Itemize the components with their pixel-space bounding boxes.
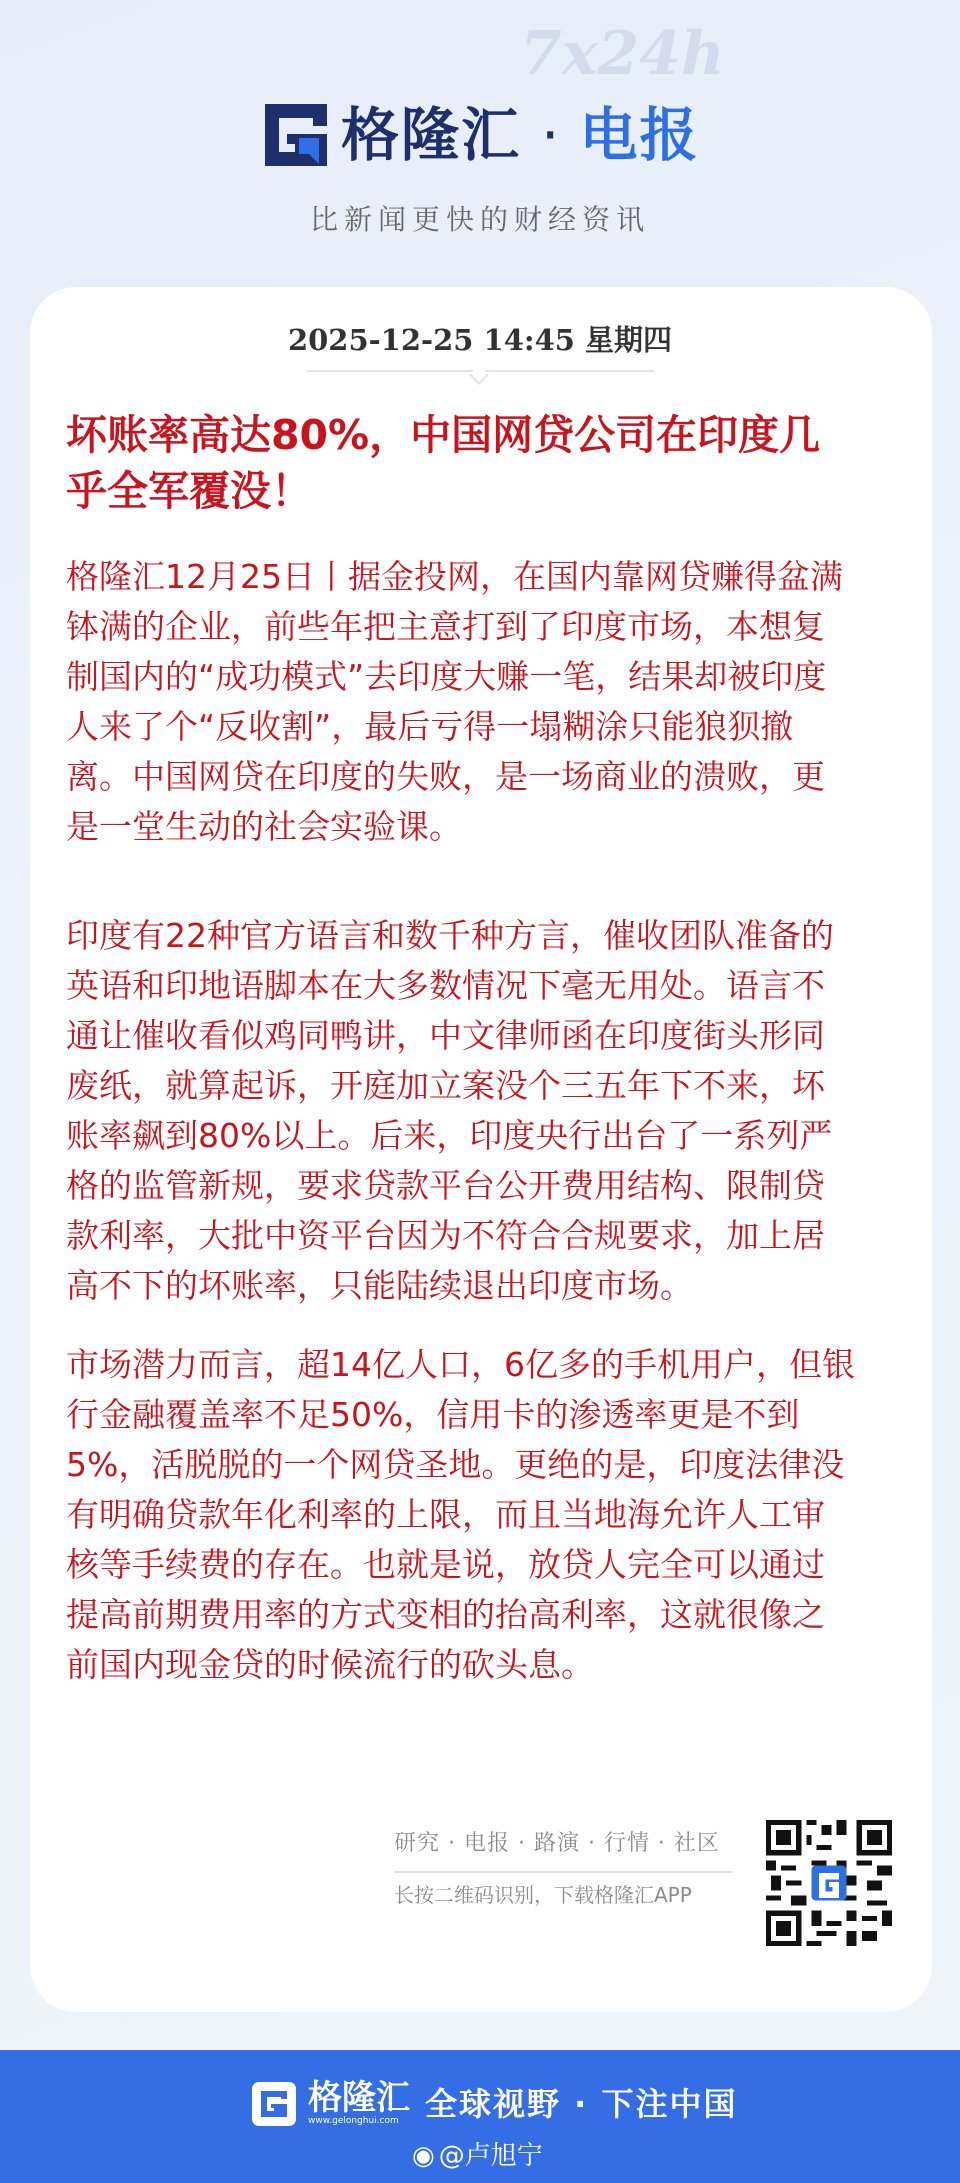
text-line: 人来了个“反收割”，最后亏得一塌糊涂只能狼狈撤 [66, 707, 794, 746]
footer-slogan: 全球视野 · 下注中国 [425, 2085, 738, 2123]
weibo-icon: ◉ [412, 2141, 435, 2171]
gelonghui-logo-icon [265, 104, 327, 166]
gelonghui-logo-icon [252, 2082, 296, 2126]
text-line: 钵满的企业，前些年把主意打到了印度市场，本想复 [66, 607, 825, 646]
brand-separator: · [541, 101, 560, 169]
article-title [66, 407, 906, 519]
app-features: 研究 · 电报 · 路演 · 行情 · 社区 [394, 1831, 720, 1856]
text-line: 核等手续费的存在。也就是说，放贷人完全可以通过 [66, 1545, 825, 1584]
text-line: 离。中国网贷在印度的失败，是一场商业的溃败，更 [66, 757, 825, 796]
text-line: 款利率，大批中资平台因为不符合合规要求，加上居 [66, 1216, 825, 1255]
text-line: 行金融覆盖率不足50%，信用卡的渗透率更是不到 [66, 1395, 800, 1434]
brand-name: 格隆汇 [341, 101, 522, 169]
text-line: 市场潜力而言，超14亿人口，6亿多的手机用户，但银 [66, 1345, 855, 1384]
article-paragraph-2 [66, 911, 906, 1311]
text-line: 是一堂生动的社会实验课。 [66, 807, 462, 846]
product-name: 电报 [579, 101, 700, 169]
watermark: 7x24h [520, 19, 725, 89]
footer-logo [252, 2080, 410, 2127]
text-line: 格的监管新规，要求贷款平台公开费用结构、限制贷 [66, 1166, 825, 1205]
header-logo [265, 100, 699, 170]
text-line: 格隆汇12月25日丨据金投网，在国内靠网贷赚得盆满 [66, 557, 843, 596]
title-line: 坏账率高达80%，中国网贷公司在印度几 [66, 411, 821, 459]
article-datetime: 2025-12-25 14:45 星期四 [287, 323, 673, 357]
text-line: 提高前期费用率的方式变相的抬高利率，这就很像之 [66, 1595, 825, 1634]
text-line: 5%，活脱脱的一个网贷圣地。更绝的是，印度法律没 [66, 1445, 845, 1484]
footer-brand: 格隆汇 [308, 2078, 410, 2118]
title-line: 乎全军覆没！ [66, 467, 312, 515]
text-line: 前国内现金贷的时候流行的砍头息。 [66, 1645, 594, 1684]
article-paragraph-1 [66, 552, 906, 852]
text-line: 制国内的“成功模式”去印度大赚一笔，结果却被印度 [66, 657, 827, 696]
text-line: 英语和印地语脚本在大多数情况下毫无用处。语言不 [66, 966, 825, 1005]
text-line: 通让催收看似鸡同鸭讲，中文律师函在印度街头形同 [66, 1016, 825, 1055]
promo-divider [394, 1871, 732, 1873]
text-line: 有明确贷款年化利率的上限，而且当地海允许人工审 [66, 1495, 825, 1534]
text-line: 印度有22种官方语言和数千种方言，催收团队准备的 [66, 916, 834, 955]
weibo-credit [412, 2140, 543, 2172]
text-line: 废纸，就算起诉，开庭加立案没个三五年下不来，坏 [66, 1066, 825, 1105]
tagline: 比新闻更快的财经资讯 [309, 203, 650, 236]
qr-code-icon[interactable] [766, 1820, 892, 1946]
footer-url: www.gelonghui.com [308, 2116, 399, 2126]
download-hint: 长按二维码识别，下载格隆汇APP [394, 1883, 692, 1907]
text-line: 高不下的坏账率，只能陆续退出印度市场。 [66, 1266, 693, 1305]
weibo-user: @卢旭宁 [438, 2141, 543, 2171]
text-line: 账率飙到80%以上。后来，印度央行出台了一系列严 [66, 1116, 833, 1155]
article-paragraph-3 [66, 1340, 906, 1690]
